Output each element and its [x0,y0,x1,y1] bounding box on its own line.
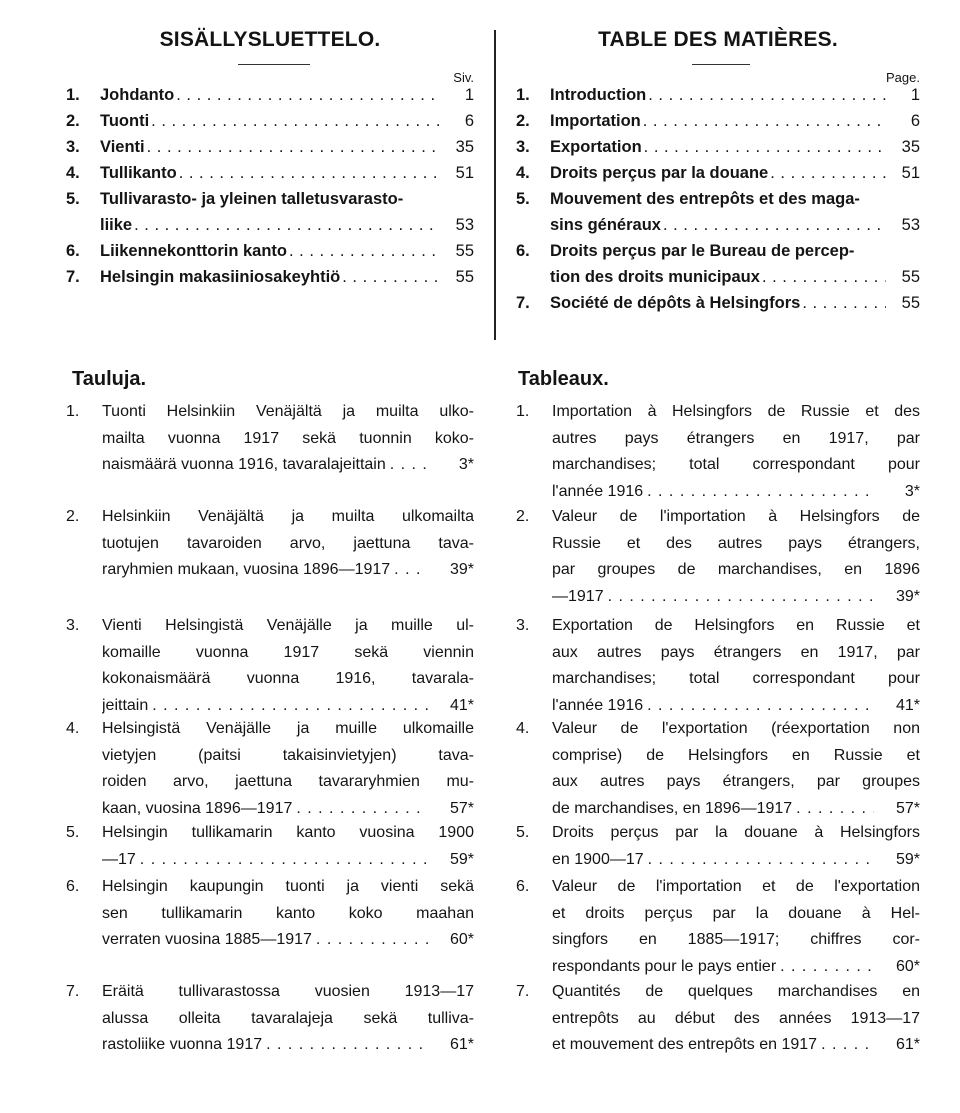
table-entry-line [66,561,474,588]
table-entry-text: mailta vuonna 1917 sekä tuonnin koko- [102,429,474,447]
toc-entry-page: 6 [910,112,920,130]
dot-leader [663,216,886,235]
table-entry-text: —1917 [552,587,604,605]
table-entry-page: 39* [895,587,920,605]
title-rule [238,64,310,65]
table-entry-last-line [552,483,880,501]
table-entry-text: aux autres pays étrangers, par groupes [552,773,920,790]
toc-entry-title: Introduction [550,86,647,104]
table-entry-text: autres pays étrangers en 1917, par [552,429,920,447]
table-entry-page: 3* [904,482,920,500]
table-entry-text: alussa olleita tavaralajeja sekä tulliva- [102,1009,474,1027]
toc-entry-title: Tullivarasto- ja yleinen talletusvarasto- [100,190,404,208]
table-entry-line [66,720,474,747]
table-entry-number: 5. [516,824,530,841]
table-entry-text: et droits perçus par la douane à Hel- [552,904,920,922]
dot-leader [390,456,428,474]
table-entry-text: Importation à Helsingfors de Russie et des [552,403,920,420]
table-entry-text: sen tullikamarin kanto koko maahan [102,904,474,922]
table-entry-page: 39* [449,561,474,578]
table-entry-text: Eräitä tullivarastossa vuosien 1913—17 [102,983,474,1000]
toc-entry [66,268,474,294]
dot-leader [134,216,440,235]
table-entry-line [66,430,474,457]
table-entry-line [516,824,920,851]
table-entry-number: 1. [66,403,80,420]
table-entry [516,617,920,723]
table-entry-line [66,1010,474,1037]
table-entry-line [516,456,920,483]
table-entry-line [516,800,920,827]
table-entry-text: komaille vuonna 1917 sekä viennin [102,643,474,661]
toc-entry-title: tion des droits municipaux [550,268,760,286]
table-entry-text: par groupes de marchandises, en 1896 [552,561,920,578]
table-entry-line [66,878,474,905]
table-entry-line [66,773,474,800]
table-entry-line [516,747,920,774]
table-entry-text: Helsingistä Venäjälle ja muille ulkomaille [102,720,474,737]
toc-entry-title: Helsingin makasiiniosakeyhtiö [100,268,341,286]
table-entry-last-line [552,851,880,869]
toc-entry-page: 1 [910,86,920,104]
table-entry-last-line [102,456,434,474]
table-entry-page: 59* [895,850,920,868]
table-entry-text: kokonaismäärä vuonna 1916, tavarala- [102,670,474,687]
table-entry-line [516,720,920,747]
table-entry [66,617,474,723]
table-entry [516,824,920,877]
table-entry [516,403,920,509]
table-entry-text: Droits perçus par la douane à Helsingfors [552,824,920,841]
table-entry-text: de marchandises, en 1896—1917 [552,799,793,817]
page-title-finnish: SISÄLLYSLUETTELO. [159,28,381,51]
page-title-french: TABLE DES MATIÈRES. [598,28,838,51]
dot-leader [647,697,874,715]
table-entry-last-line [102,800,434,818]
toc-entry [516,216,920,242]
table-entry-number: 1. [516,403,530,420]
table-entry-text: entrepôts au début des années 1913—17 [552,1009,920,1027]
toc-entry-page: 55 [455,242,474,260]
table-entry-number: 5. [66,824,80,841]
toc-entry [516,138,920,164]
table-entry-line [516,851,920,878]
table-entry-line [516,561,920,588]
toc-entry-title: Johdanto [100,86,175,104]
dot-leader [648,851,874,869]
table-entry [66,508,474,588]
toc-entry [516,268,920,294]
toc-entry-number: 3. [66,138,80,156]
table-entry-line [66,800,474,827]
table-entry-line [66,931,474,958]
table-entry-text: verraten vuosina 1885—1917 [102,931,312,948]
table-entry-text: Tuonti Helsinkiin Venäjältä ja muilta ulko- [102,403,474,420]
toc-entry-page: 1 [464,86,474,104]
toc-entry [66,138,474,164]
table-entry-text: Helsinkiin Venäjältä ja muilta ulkomailta [102,508,474,525]
table-entry-page: 41* [449,696,474,714]
table-entry-last-line [102,697,434,715]
toc-entry [66,190,474,216]
table-entry-line [66,905,474,932]
toc-entry [516,112,920,138]
table-entry-number: 6. [516,878,530,895]
table-entry-text: Exportation de Helsingfors en Russie et [552,617,920,634]
table-entry-text: Valeur de l'importation à Helsingfors de [552,508,920,525]
toc-entry-number: 6. [66,242,80,260]
table-entry-line [516,958,920,985]
table-entry-number: 2. [66,508,80,525]
dot-leader [176,86,440,105]
toc-entry-page: 51 [901,164,920,182]
dot-leader [152,697,428,715]
table-entry [516,983,920,1063]
table-entry-line [516,1036,920,1063]
table-entry-text: comprise) de Helsingfors en Russie et [552,746,920,764]
table-entry-text: naismäärä vuonna 1916, tavaralajeittain [102,456,386,473]
table-entry-number: 6. [66,878,80,895]
table-entry-line [66,851,474,878]
toc-entry-number: 5. [66,190,80,208]
toc-entry-title: Mouvement des entrepôts et des maga- [550,190,860,208]
table-entry-text: singfors en 1885—1917; chiffres cor- [552,931,920,948]
table-entry-line [66,535,474,562]
toc-entry-title: Droits perçus par la douane [550,164,769,182]
table-entry-number: 3. [516,617,530,634]
dot-leader [608,588,874,606]
title-rule [692,64,750,65]
table-entry-line [516,905,920,932]
column-divider [494,30,496,340]
toc-entry-title: Exportation [550,138,642,156]
table-entry-last-line [102,1036,434,1054]
table-entry-text: Valeur de l'importation et de l'exportation [552,878,920,895]
dot-leader [179,164,440,183]
table-entry [516,508,920,614]
dot-leader [296,800,428,818]
toc-entry-number: 4. [66,164,80,182]
dot-leader [289,242,440,261]
table-entry-page: 59* [449,850,474,868]
toc-entry-title: Vienti [100,138,145,156]
table-entry-line [516,508,920,535]
dot-leader [802,294,886,313]
dot-leader [266,1036,428,1054]
table-entry-last-line [552,1036,880,1054]
toc-entry-page: 35 [901,138,920,156]
table-entry-number: 7. [516,983,530,1000]
table-entry-page: 57* [895,799,920,817]
dot-leader [796,800,874,818]
toc-entry-number: 2. [66,112,80,130]
table-entry [516,720,920,826]
table-entry-text: tuotujen tavaroiden arvo, jaettuna tava- [102,534,474,552]
dot-leader [644,138,886,157]
table-entry-line [516,588,920,615]
table-entry-page: 60* [449,931,474,948]
table-entry-text: rastoliike vuonna 1917 [102,1036,263,1053]
toc-entry-number: 7. [66,268,80,286]
tables-heading-finnish: Tauluja. [72,368,147,390]
toc-entry [66,216,474,242]
table-entry-line [516,430,920,457]
table-entry-text: l'année 1916 [552,696,644,714]
toc-entry [516,190,920,216]
dot-leader [140,851,428,869]
toc-entry-title: liike [100,216,133,234]
table-entry-line [66,747,474,774]
table-entry-text: Russie et des autres pays étrangers, [552,534,920,552]
table-entry-page: 3* [458,456,474,473]
toc-entry-number: 5. [516,190,530,208]
table-entry-line [66,456,474,483]
table-entry-last-line [102,931,434,949]
table-entry-line [66,983,474,1010]
dot-leader [648,86,886,105]
toc-entry-number: 7. [516,294,530,312]
dot-leader [394,561,428,579]
table-entry-last-line [102,561,434,579]
table-entry-text: marchandises; total correspondant pour [552,456,920,473]
toc-entry [516,86,920,112]
page-column-label: Page. [886,70,920,85]
table-entry-line [66,617,474,644]
toc-entry [66,242,474,268]
table-entry [66,824,474,877]
table-entry-line [66,644,474,671]
table-entry-text: roiden arvo, jaettuna tavararyhmien mu- [102,773,474,790]
toc-entry-page: 55 [455,268,474,286]
toc-entry-title: Société de dépôts à Helsingfors [550,294,801,312]
table-entry-line [516,983,920,1010]
dot-leader [762,268,886,287]
table-entry-line [516,878,920,905]
table-entry-line [66,1036,474,1063]
table-entry-last-line [552,588,880,606]
table-entry [516,878,920,984]
dot-leader [770,164,886,183]
table-entry-text: respondants pour le pays entier [552,957,777,975]
table-entry [66,403,474,483]
table-of-contents-finnish [66,86,474,294]
table-entry-number: 4. [516,720,530,737]
toc-entry-number: 4. [516,164,530,182]
table-entry-text: kaan, vuosina 1896—1917 [102,799,293,817]
table-entry-number: 3. [66,617,80,634]
toc-entry-title: Liikennekonttorin kanto [100,242,288,260]
toc-entry-number: 6. [516,242,530,260]
toc-entry-number: 3. [516,138,530,156]
table-entry-line [516,773,920,800]
table-entry-line [66,670,474,697]
toc-entry-title: Droits perçus par le Bureau de percep- [550,242,855,260]
toc-entry-page: 35 [455,138,474,156]
toc-entry-number: 1. [66,86,80,104]
toc-entry [516,294,920,320]
table-entry-line [516,617,920,644]
table-entry-text: Quantités de quelques marchandises en [552,983,920,1000]
toc-entry-title: sins généraux [550,216,661,234]
table-entry-page: 61* [895,1036,920,1053]
toc-entry [66,112,474,138]
dot-leader [147,138,440,157]
table-entry-text: Valeur de l'exportation (réexportation non [552,720,920,737]
table-of-contents-french [516,86,920,320]
table-entry-line [516,483,920,510]
table-entry-text: Vienti Helsingistä Venäjälle ja muille ul- [102,617,474,634]
table-entry-line [516,670,920,697]
dot-leader [643,112,886,131]
table-entry-line [66,403,474,430]
table-entry-page: 57* [449,799,474,817]
table-entry-page: 60* [895,957,920,975]
toc-entry [516,242,920,268]
table-entry-text: et mouvement des entrepôts en 1917 [552,1036,818,1053]
toc-entry-title: Tullikanto [100,164,177,182]
table-entry-text: —17 [102,850,136,868]
dot-leader [821,1036,874,1054]
table-entry [66,983,474,1063]
dot-leader [316,931,428,949]
dot-leader [342,268,440,287]
table-entry-line [516,644,920,671]
table-entry-text: Helsingin kaupungin tuonti ja vienti sekä [102,878,474,895]
toc-entry-page: 53 [455,216,474,234]
table-entry-text: marchandises; total correspondant pour [552,670,920,687]
table-entry-line [516,403,920,430]
dot-leader [780,958,874,976]
table-entry-line [516,1010,920,1037]
table-entry-text: Helsingin tullikamarin kanto vuosina 1900 [102,824,474,841]
table-entry-number: 2. [516,508,530,525]
table-entry-text: l'année 1916 [552,482,644,500]
toc-entry [66,164,474,190]
toc-entry-number: 2. [516,112,530,130]
table-entry-line [66,824,474,851]
table-entry-text: vietyjen (paitsi takaisinvietyjen) tava- [102,746,474,764]
table-entry-text: aux autres pays étrangers en 1917, par [552,643,920,661]
table-entry-last-line [552,800,880,818]
dot-leader [647,483,874,501]
table-entry [66,878,474,958]
table-entry-text: jeittain [102,696,149,714]
toc-entry-page: 55 [901,268,920,286]
table-entry-number: 4. [66,720,80,737]
table-entry-last-line [552,697,880,715]
toc-entry-page: 55 [901,294,920,312]
toc-entry [66,86,474,112]
page-column-label: Siv. [453,70,474,85]
toc-entry-page: 51 [455,164,474,182]
table-entry-page: 41* [895,696,920,714]
toc-entry-title: Importation [550,112,641,130]
table-entry-last-line [102,851,434,869]
table-entry-last-line [552,958,880,976]
toc-entry-page: 6 [464,112,474,130]
toc-entry-title: Tuonti [100,112,150,130]
toc-entry-page: 53 [901,216,920,234]
toc-entry-number: 1. [516,86,530,104]
table-entry-line [516,535,920,562]
table-entry-line [516,931,920,958]
table-entry-page: 61* [449,1036,474,1053]
table-entry-text: en 1900—17 [552,850,644,868]
tables-heading-french: Tableaux. [518,368,609,390]
table-entry-number: 7. [66,983,80,1000]
toc-entry [516,164,920,190]
table-entry-text: raryhmien mukaan, vuosina 1896—1917 [102,561,391,578]
table-entry-line [66,508,474,535]
dot-leader [151,112,440,131]
table-entry [66,720,474,826]
